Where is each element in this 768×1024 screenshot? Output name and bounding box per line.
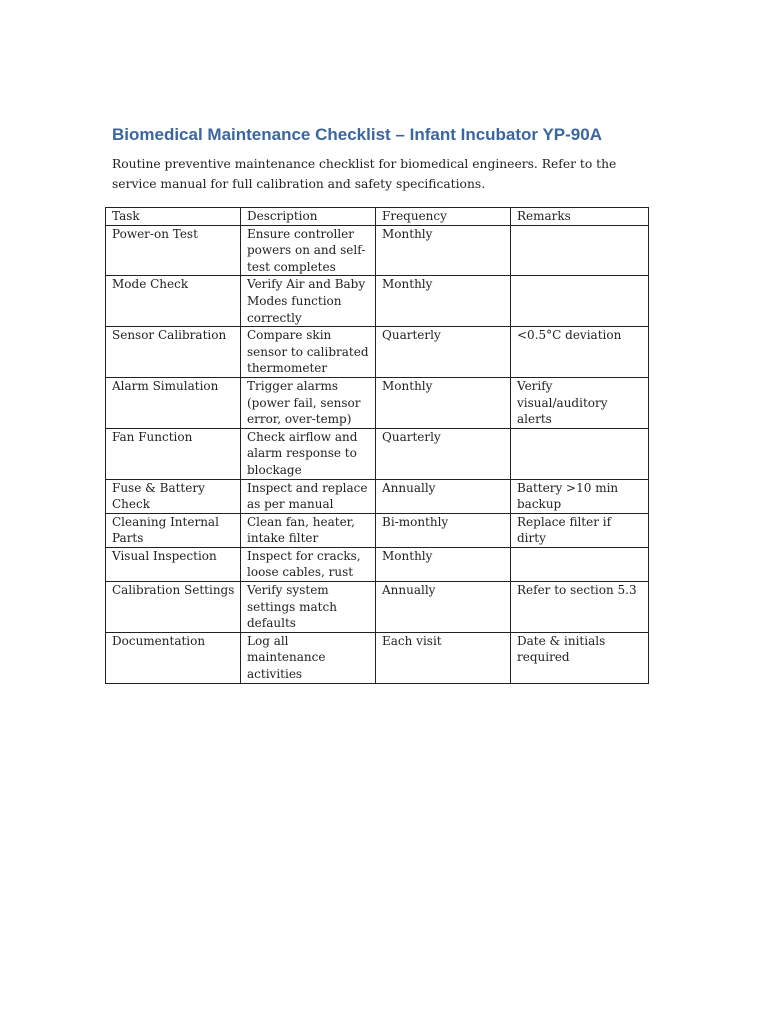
task-cell: Cleaning Internal Parts bbox=[106, 513, 241, 547]
document-page bbox=[112, 124, 652, 684]
remarks-cell: Battery >10 min backup bbox=[511, 479, 649, 513]
task-cell: Mode Check bbox=[106, 276, 241, 327]
frequency-cell: Monthly bbox=[376, 225, 511, 276]
remarks-cell bbox=[511, 276, 649, 327]
description-cell: Check airflow and alarm response to blockage bbox=[241, 428, 376, 479]
maintenance-table bbox=[105, 207, 649, 684]
frequency-cell: Bi-monthly bbox=[376, 513, 511, 547]
remarks-cell: Replace filter if dirty bbox=[511, 513, 649, 547]
header-task: Task bbox=[106, 208, 241, 226]
table-row bbox=[106, 632, 649, 683]
frequency-cell: Quarterly bbox=[376, 327, 511, 378]
table-row bbox=[106, 582, 649, 633]
frequency-cell: Monthly bbox=[376, 276, 511, 327]
table-row bbox=[106, 225, 649, 276]
header-description: Description bbox=[241, 208, 376, 226]
intro-paragraph: Routine preventive maintenance checklist for biomedical engineers. Refer to the service manual for full calibration and safety specifications. bbox=[112, 157, 617, 191]
task-cell: Alarm Simulation bbox=[106, 377, 241, 428]
description-cell: Clean fan, heater, intake filter bbox=[241, 513, 376, 547]
header-remarks: Remarks bbox=[511, 208, 649, 226]
remarks-cell: <0.5°C deviation bbox=[511, 327, 649, 378]
frequency-cell: Annually bbox=[376, 479, 511, 513]
remarks-cell bbox=[511, 225, 649, 276]
table-header-row bbox=[106, 208, 649, 226]
description-cell: Log all maintenance activities bbox=[241, 632, 376, 683]
description-cell: Trigger alarms (power fail, sensor error, over-temp) bbox=[241, 377, 376, 428]
remarks-cell: Date & initials required bbox=[511, 632, 649, 683]
frequency-cell: Monthly bbox=[376, 547, 511, 581]
table-row bbox=[106, 513, 649, 547]
task-cell: Fan Function bbox=[106, 428, 241, 479]
description-cell: Ensure controller powers on and self-test completes bbox=[241, 225, 376, 276]
remarks-cell: Refer to section 5.3 bbox=[511, 582, 649, 633]
task-cell: Documentation bbox=[106, 632, 241, 683]
task-cell: Power-on Test bbox=[106, 225, 241, 276]
remarks-cell: Verify visual/auditory alerts bbox=[511, 377, 649, 428]
frequency-cell: Monthly bbox=[376, 377, 511, 428]
description-cell: Verify system settings match defaults bbox=[241, 582, 376, 633]
task-cell: Fuse & Battery Check bbox=[106, 479, 241, 513]
remarks-cell bbox=[511, 547, 649, 581]
table-row bbox=[106, 327, 649, 378]
description-cell: Compare skin sensor to calibrated thermometer bbox=[241, 327, 376, 378]
table-row bbox=[106, 547, 649, 581]
task-cell: Visual Inspection bbox=[106, 547, 241, 581]
table-row bbox=[106, 428, 649, 479]
task-cell: Calibration Settings bbox=[106, 582, 241, 633]
task-cell: Sensor Calibration bbox=[106, 327, 241, 378]
description-cell: Inspect for cracks, loose cables, rust bbox=[241, 547, 376, 581]
description-cell: Inspect and replace as per manual bbox=[241, 479, 376, 513]
document-title: Biomedical Maintenance Checklist – Infant Incubator YP-90A bbox=[112, 125, 602, 144]
table-row bbox=[106, 377, 649, 428]
table-row bbox=[106, 276, 649, 327]
frequency-cell: Annually bbox=[376, 582, 511, 633]
description-cell: Verify Air and Baby Modes function correctly bbox=[241, 276, 376, 327]
frequency-cell: Each visit bbox=[376, 632, 511, 683]
table-row bbox=[106, 479, 649, 513]
frequency-cell: Quarterly bbox=[376, 428, 511, 479]
header-frequency: Frequency bbox=[376, 208, 511, 226]
remarks-cell bbox=[511, 428, 649, 479]
